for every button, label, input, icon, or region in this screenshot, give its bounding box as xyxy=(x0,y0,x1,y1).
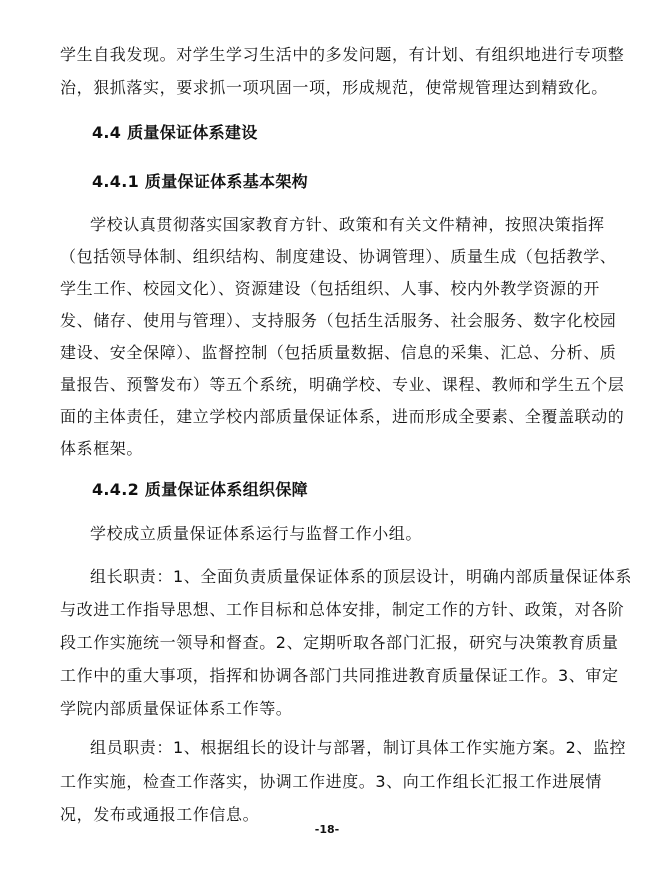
member-duties-line: 工作实施，检查工作落实，协调工作进度。3、向工作组长汇报工作进展情 xyxy=(60,772,602,791)
paragraph-line: 建设、安全保障）、监督控制（包括质量数据、信息的采集、汇总、分析、质 xyxy=(60,343,617,362)
paragraph-line: 学校认真贯彻落实国家教育方针、政策和有关文件精神，按照决策指挥 xyxy=(90,215,605,234)
leader-duties-line: 段工作实施统一领导和督查。2、定期听取各部门汇报，研究与决策教育质量 xyxy=(60,633,619,652)
paragraph-line: 学生工作、校园文化）、资源建设（包括组织、人事、校内外教学资源的开 xyxy=(60,279,600,298)
intro-line: 学生自我发现。对学生学习生活中的多发问题，有计划、有组织地进行专项整 xyxy=(60,45,625,64)
paragraph-line: 面的主体责任，建立学校内部质量保证体系，进而形成全要素、全覆盖联动的 xyxy=(60,407,625,426)
member-duties-line: 况，发布或通报工作信息。 xyxy=(60,805,260,824)
member-duties-line: 组员职责：1、根据组长的设计与部署，制订具体工作实施方案。2、监控 xyxy=(90,738,627,757)
section-heading-4-4-1: 4.4.1 质量保证体系基本架构 xyxy=(92,172,308,191)
paragraph-line: （包括领导体制、组织结构、制度建设、协调管理）、质量生成（包括教学、 xyxy=(60,247,617,266)
leader-duties-line: 学院内部质量保证体系工作等。 xyxy=(60,699,293,718)
leader-duties-line: 与改进工作指导思想、工作目标和总体安排，制定工作的方针、政策，对各阶 xyxy=(60,600,625,619)
section-heading-4-4: 4.4 质量保证体系建设 xyxy=(92,123,258,142)
paragraph-line: 量报告、预警发布）等五个系统，明确学校、专业、课程、教师和学生五个层 xyxy=(60,375,625,394)
intro-line: 治，狠抓落实，要求抓一项巩固一项，形成规范，使常规管理达到精致化。 xyxy=(60,78,608,97)
leader-duties-line: 工作中的重大事项，指挥和协调各部门共同推进教育质量保证工作。3、审定 xyxy=(60,666,619,685)
page-number: -18- xyxy=(314,823,340,836)
leader-duties-line: 组长职责：1、全面负责质量保证体系的顶层设计，明确内部质量保证体系 xyxy=(90,567,632,586)
paragraph-line: 学校成立质量保证体系运行与监督工作小组。 xyxy=(90,524,423,543)
section-heading-4-4-2: 4.4.2 质量保证体系组织保障 xyxy=(92,480,308,499)
paragraph-line: 发、储存、使用与管理）、支持服务（包括生活服务、社会服务、数字化校园 xyxy=(60,311,617,330)
paragraph-line: 体系框架。 xyxy=(60,439,144,458)
